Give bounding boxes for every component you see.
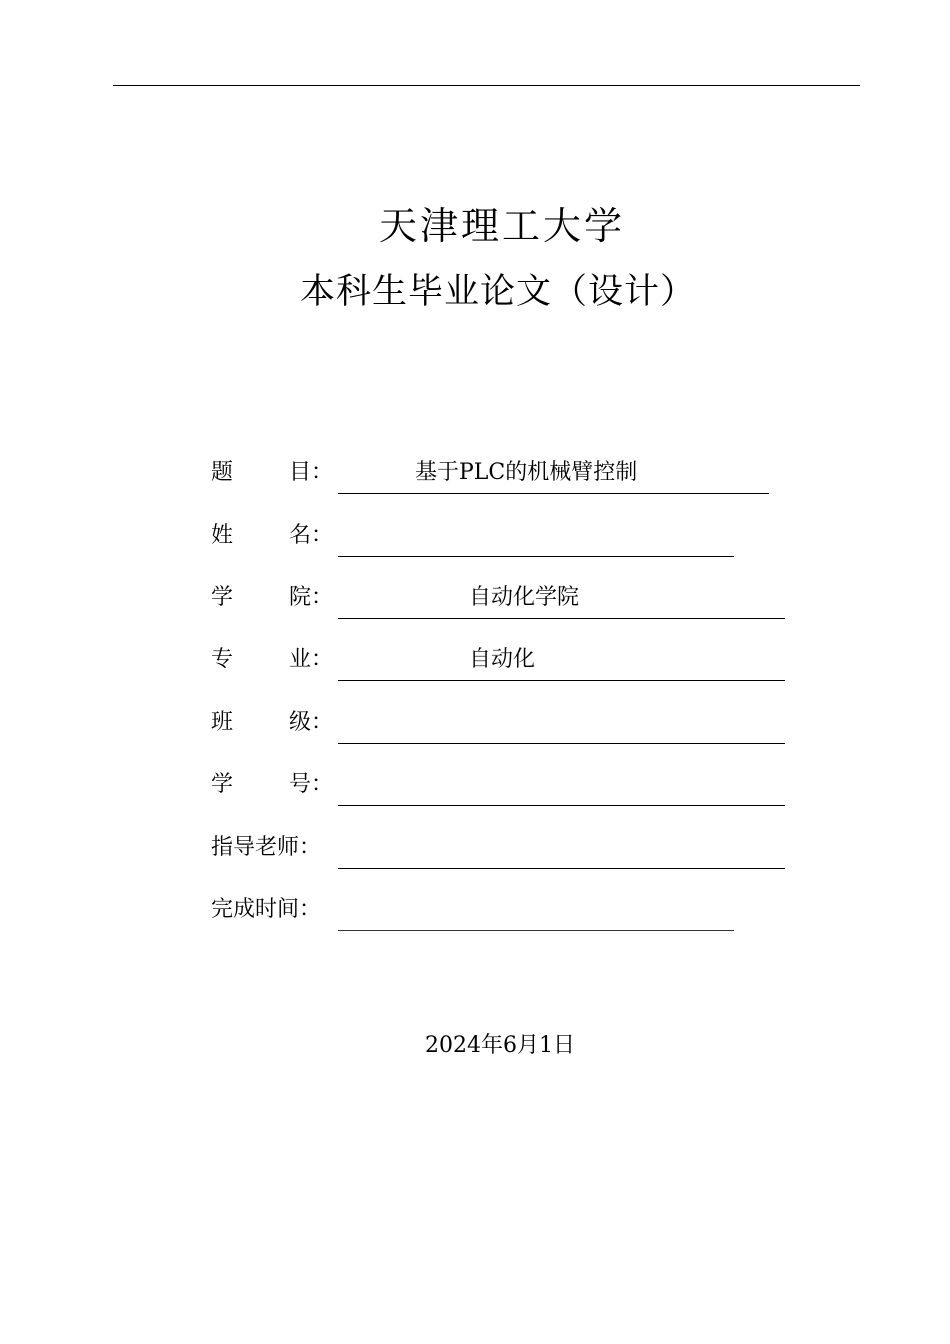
submission-date: 2024年6月1日	[425, 1033, 575, 1058]
field-label: 姓 名 ：	[211, 523, 334, 548]
field-underline[interactable]	[338, 828, 785, 869]
field-underline[interactable]	[338, 516, 734, 557]
field-label: 班 级 ：	[211, 710, 334, 735]
thesis-title-value[interactable]: 基于PLC的机械臂控制	[415, 460, 638, 485]
field-underline[interactable]	[338, 765, 785, 806]
field-underline[interactable]	[338, 890, 734, 931]
major-value[interactable]: 自动化	[469, 647, 536, 672]
field-completion-time	[211, 890, 771, 930]
field-label: 完成时间：	[211, 897, 322, 922]
field-label: 学 院 ：	[211, 585, 334, 610]
field-label: 题 目 ：	[211, 460, 334, 485]
document-type-title: 本科生毕业论文（设计）	[299, 272, 696, 312]
header-rule	[113, 85, 860, 86]
college-value[interactable]: 自动化学院	[469, 585, 580, 610]
university-name: 天津理工大学	[378, 204, 625, 248]
field-underline[interactable]	[338, 703, 785, 744]
field-label: 专 业 ：	[211, 647, 334, 672]
field-student-name	[211, 516, 771, 556]
field-college	[211, 578, 791, 618]
field-major	[211, 640, 791, 680]
field-underline[interactable]	[338, 640, 785, 681]
field-student-id	[211, 765, 791, 805]
field-advisor	[211, 828, 791, 868]
field-class	[211, 703, 791, 743]
field-label: 指导老师：	[211, 835, 322, 860]
field-thesis-title	[211, 453, 771, 493]
field-label: 学 号 ：	[211, 772, 334, 797]
